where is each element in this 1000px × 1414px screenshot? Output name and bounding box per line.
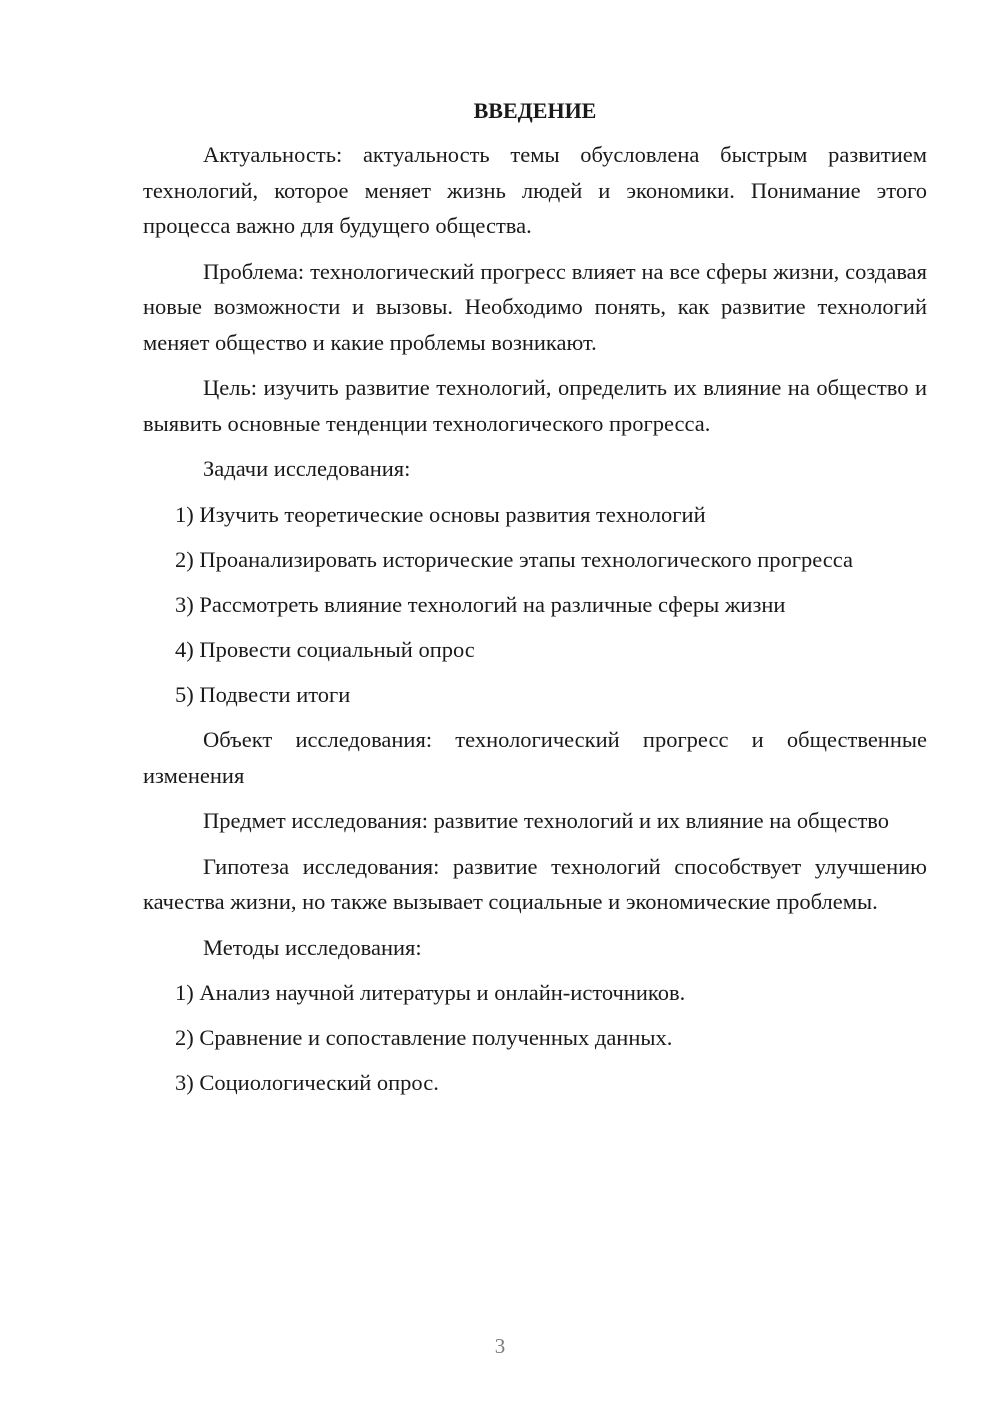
problem-paragraph: Проблема: технологический прогресс влияет на все сферы жизни, создавая новые возможности и вызовы. Необходимо понять, как развитие технологий меняет общество и какие проблемы возникают. bbox=[143, 258, 927, 355]
hypothesis-paragraph: Гипотеза исследования: развитие технологий способствует улучшению качества жизни, но также вызывает социальные и экономические проблемы. bbox=[143, 853, 927, 914]
task-item: 5) Подвести итоги bbox=[175, 681, 351, 707]
method-item: 3) Социологический опрос. bbox=[175, 1070, 439, 1095]
section-title: ВВЕДЕНИЕ bbox=[473, 98, 597, 123]
subject-paragraph: Предмет исследования: развитие технологий и их влияние на общество bbox=[203, 808, 890, 833]
task-item: 4) Провести социальный опрос bbox=[175, 636, 475, 662]
task-item: 1) Изучить теоретические основы развития технологий bbox=[175, 501, 706, 527]
task-item: 2) Проанализировать исторические этапы технологического прогресса bbox=[175, 546, 853, 572]
tasks-list bbox=[143, 497, 927, 713]
task-item: 3) Рассмотреть влияние технологий на различные сферы жизни bbox=[175, 591, 786, 617]
methods-heading: Методы исследования: bbox=[203, 934, 422, 960]
relevance-paragraph: Актуальность: актуальность темы обусловлена быстрым развитием технологий, которое меняет жизнь людей и экономики. Понимание этого процесса важно для будущего общества. bbox=[143, 142, 927, 238]
method-item: 2) Сравнение и сопоставление полученных данных. bbox=[175, 1025, 673, 1050]
page-number: 3 bbox=[494, 1334, 506, 1358]
method-item: 1) Анализ научной литературы и онлайн-источников. bbox=[175, 980, 686, 1005]
object-paragraph: Объект исследования: технологический прогресс и общественные изменения bbox=[143, 727, 927, 788]
goal-paragraph: Цель: изучить развитие технологий, определить их влияние на общество и выявить основные тенденции технологического прогресса. bbox=[143, 375, 927, 436]
page-content bbox=[143, 96, 927, 1111]
tasks-heading: Задачи исследования: bbox=[203, 456, 411, 481]
methods-list bbox=[143, 975, 927, 1101]
